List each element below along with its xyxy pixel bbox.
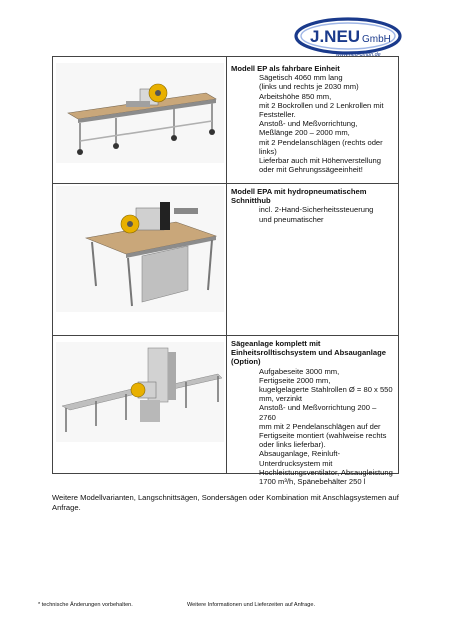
product-image-epa bbox=[56, 186, 224, 312]
item-ep-line: Feststeller. bbox=[259, 110, 296, 120]
item-epa-line: incl. 2-Hand-Sicherheitssteuerung bbox=[259, 205, 374, 215]
table-border-right bbox=[398, 56, 399, 474]
item-saw-line-line: Fertigseite 2000 mm, bbox=[259, 375, 331, 385]
item-saw-line-line: 1700 m³/h, Spänebehälter 250 l bbox=[259, 477, 366, 487]
item-ep-description bbox=[231, 64, 393, 174]
item-saw-line-line: Absauganlage, Reinluft- bbox=[259, 449, 341, 459]
item-ep-line: mit 2 Pendelanschlägen (rechts oder bbox=[259, 137, 383, 147]
item-saw-line-line: Unterdrucksystem mit bbox=[259, 458, 333, 468]
item-saw-line-line: Aufgabeseite 3000 mm, bbox=[259, 366, 340, 376]
item-saw-line-line: Hochleistungsventilator, Absaugleistung bbox=[259, 467, 393, 477]
company-logo bbox=[290, 16, 402, 60]
item-ep-line: mit 2 Bockrollen und 2 Lenkrollen mit bbox=[259, 100, 384, 110]
item-ep-title: Modell EP als fahrbare Einheit bbox=[231, 64, 340, 73]
item-ep-line: oder mit Gehrungssägeeinheit! bbox=[259, 165, 363, 175]
logo-url: www.neu-gmbh.de bbox=[336, 52, 381, 58]
item-saw-line-description bbox=[231, 339, 393, 486]
item-ep-line: Sägetisch 4060 mm lang bbox=[259, 73, 343, 83]
logo-graphic bbox=[290, 16, 402, 60]
table-border-left bbox=[52, 56, 53, 474]
additional-note: Weitere Modellvarianten, Langschnittsägen, Sondersägen oder Kombination mit Anschlagsystemen auf Anfrage. bbox=[52, 493, 399, 512]
item-ep-line: Arbeitshöhe 850 mm, bbox=[259, 91, 332, 101]
item-saw-line-line: mm mit 2 Pendelanschlägen auf der bbox=[259, 421, 381, 431]
product-image-ep bbox=[56, 63, 224, 163]
item-saw-line-title: Sägeanlage komplett mit Einheitsrolltischsystem und Absauganlage (Option) bbox=[231, 339, 387, 367]
product-image-saw-line bbox=[56, 342, 224, 442]
item-saw-line-line: Anstoß- und Meßvorrichtung 200 – 2760 bbox=[259, 403, 379, 422]
item-saw-line-line: Fertigseite montiert (wahlweise rechts bbox=[259, 431, 387, 441]
item-ep-line: Meßlänge 200 – 2000 mm, bbox=[259, 128, 350, 138]
item-saw-line-line: mm, verzinkt bbox=[259, 394, 303, 404]
item-ep-line: Lieferbar auch mit Höhenverstellung bbox=[259, 156, 381, 166]
item-epa-title: Modell EPA mit hydropneumatischem Schnitthub bbox=[231, 187, 367, 206]
logo-brand: J.NEU bbox=[310, 27, 361, 46]
logo-suffix: GmbH bbox=[362, 34, 391, 45]
item-ep-line: links) bbox=[259, 146, 277, 156]
table-column-divider bbox=[226, 56, 227, 474]
item-epa-line: und pneumatischer bbox=[259, 214, 324, 224]
item-saw-line-line: oder links lieferbar). bbox=[259, 440, 326, 450]
item-ep-line: Anstoß- und Meßvorrichtung, bbox=[259, 119, 358, 129]
item-epa-description bbox=[231, 187, 393, 224]
item-saw-line-line: kugelgelagerte Stahlrollen Ø = 80 x 550 bbox=[259, 385, 393, 395]
item-ep-line: (links und rechts je 2030 mm) bbox=[259, 82, 359, 92]
footer-disclaimer: * technische Änderungen vorbehalten. bbox=[38, 602, 133, 608]
footer-info: Weitere Informationen und Lieferzeiten auf Anfrage. bbox=[187, 602, 316, 608]
